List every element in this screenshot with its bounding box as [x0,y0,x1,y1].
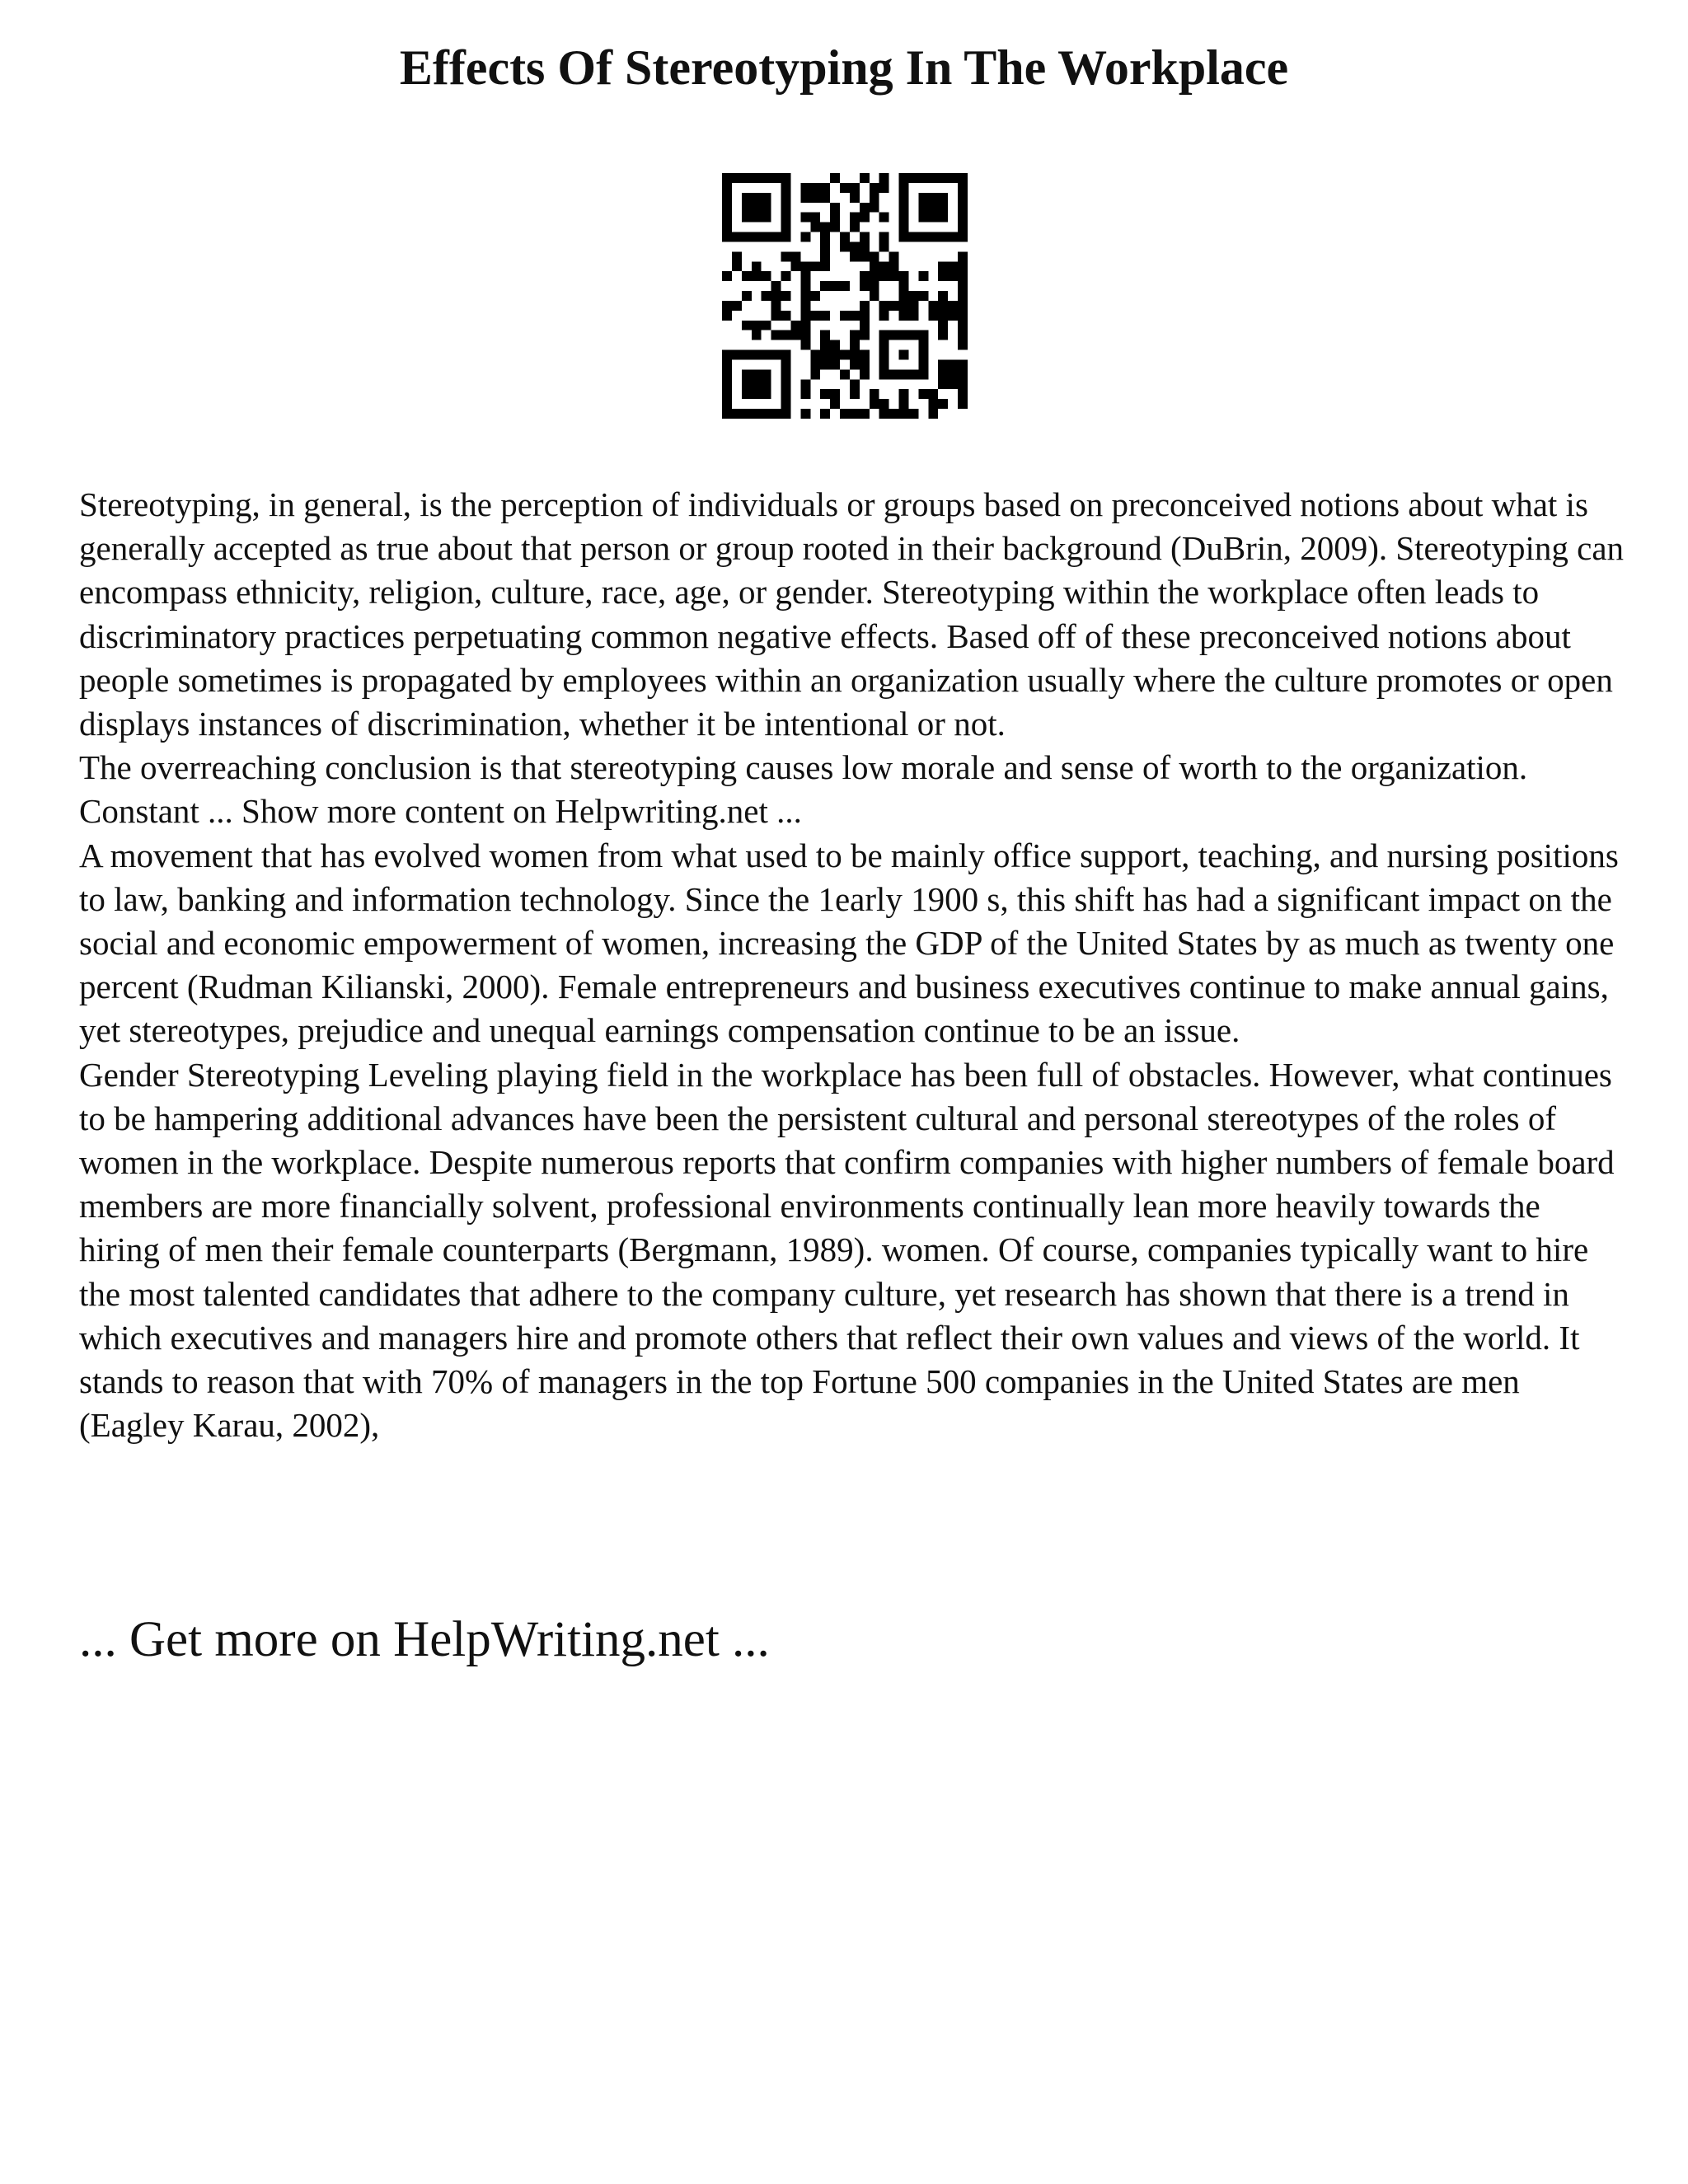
paragraph: Gender Stereotyping Leveling playing field in the workplace has been full of obstacles. However, what continues to be hampering additional advances have been the persistent cultural and personal stereotypes of the roles of women in the workplace. Despite numerous reports that confirm companies with higher numbers of female board members are more financially solvent, professional environments continually lean more heavily towards the hiring of men their female counterparts (Bergmann, 1989). women. Of course, companies typically want to hire the most talented candidates that adhere to the company culture, yet research has shown that there is a trend in which executives and managers hire and promote others that reflect their own values and views of the world. It stands to reason that with 70% of managers in the top Fortune 500 companies in the United States are men (Eagley Karau, 2002), [79,1055,1615,1445]
qr-code-icon [722,173,968,419]
paragraph: The overreaching conclusion is that stereotyping causes low morale and sense of worth to the organization. Constant ... Show more content on Helpwriting.net ... [79,748,1528,831]
document-title: Effects Of Stereotyping In The Workplace [399,40,1289,95]
article-body [79,483,1629,1447]
paragraph: Stereotyping, in general, is the perception of individuals or groups based on preconceived notions about what is generally accepted as true about that person or group rooted in their background (DuBrin, 2009). Stereotyping can encompass ethnicity, religion, culture, race, age, or gender. Stereotyping within the workplace often leads to discriminatory practices perpetuating common negative effects. Based off of these preconceived notions about people sometimes is propagated by employees within an organization usually where the culture promotes or open displays instances of discrimination, whether it be intentional or not. [79,485,1625,743]
paragraph: A movement that has evolved women from what used to be mainly office support, teaching, and nursing positions to law, banking and information technology. Since the 1early 1900 s, this shift has had a significant impact on the social and economic empowerment of women, increasing the GDP of the United States by as much as twenty one percent (Rudman Kilianski, 2000). Female entrepreneurs and business executives continue to make annual gains, yet stereotypes, prejudice and unequal earnings compensation continue to be an issue. [79,836,1619,1050]
get-more-link[interactable]: ... Get more on HelpWriting.net ... [79,1612,770,1667]
